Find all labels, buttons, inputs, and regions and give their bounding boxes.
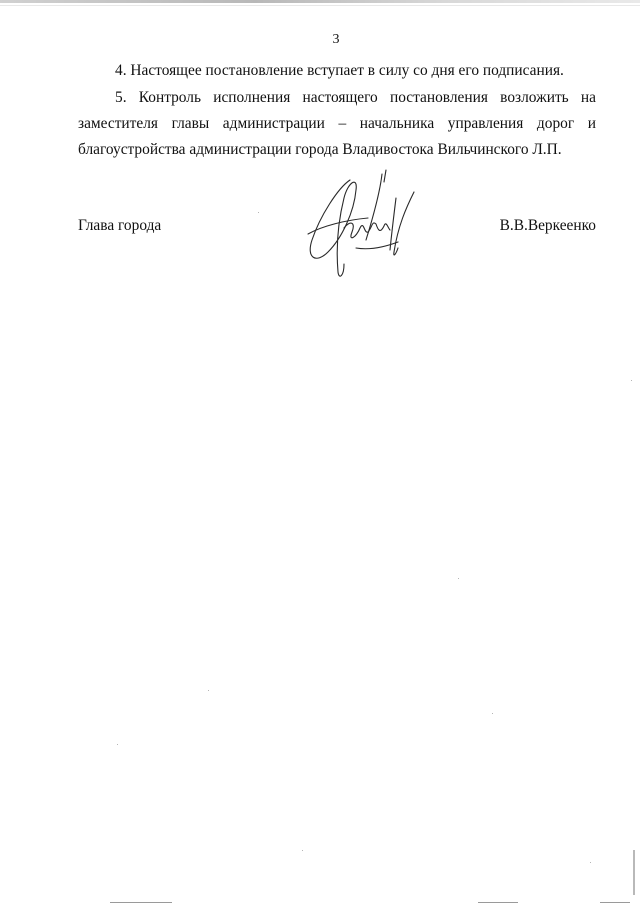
scan-edge-top-secondary [0,5,640,6]
handwritten-signature-icon [298,168,438,288]
scan-speck [302,850,303,851]
scan-edge-right [633,850,635,895]
scan-edge-bottom [110,902,172,903]
paragraph-5: 5. Контроль исполнения настоящего постановления возложить на заместителя главы администрации – начальника управления дорог и благоустройства администрации города Владивостока Вильчинского Л.П. [78,89,596,158]
signer-name: В.В.Веркеенко [499,217,596,234]
scan-speck [458,578,459,579]
scan-speck [117,744,118,745]
scan-speck [590,862,591,863]
scan-edge-top [0,0,640,3]
page-number: 3 [332,32,340,47]
scan-speck [208,690,209,691]
scan-speck [258,212,259,213]
scan-speck [492,713,493,714]
paragraph-4: 4. Настоящее постановление вступает в силу со дня его подписания. [115,62,564,79]
scan-edge-bottom [600,902,630,903]
scan-edge-bottom [478,902,518,903]
scan-speck [631,380,632,381]
position-title: Глава города [78,217,162,234]
